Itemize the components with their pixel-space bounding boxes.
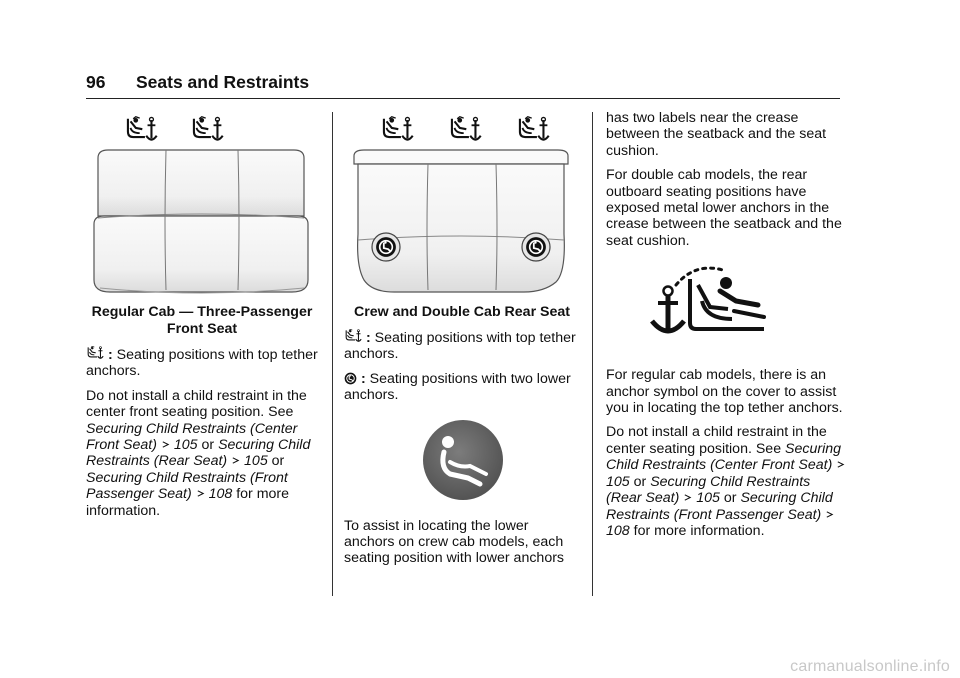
- legend-item: : Seating positions with top tether anchors.: [344, 330, 576, 363]
- tether-anchor-icon: [520, 117, 549, 140]
- legend-text: Seating positions with two lower anchors.: [344, 370, 571, 404]
- page-reference[interactable]: 108: [208, 486, 233, 503]
- page-reference-arrow-icon: [683, 493, 692, 502]
- body-text: or: [201, 437, 215, 454]
- page-reference-arrow-icon: [161, 440, 170, 449]
- column-divider-2: [592, 112, 593, 596]
- cross-reference-link[interactable]: Securing Child Restraints (Front Passenger Seat): [86, 469, 288, 503]
- anchor-symbol-illustration: [606, 257, 846, 357]
- column-2: [344, 112, 580, 575]
- body-text: for more information.: [86, 486, 290, 519]
- tether-anchor-icon: [86, 346, 104, 361]
- lower-anchor-label-illustration: [344, 412, 580, 512]
- body-text: for more information.: [633, 522, 765, 539]
- cross-reference-link[interactable]: Securing Child Restraints (Front Passenger Seat): [606, 490, 833, 523]
- page-reference-arrow-icon: [836, 460, 845, 469]
- cross-reference-link[interactable]: Securing Child Restraints (Center Front Seat): [86, 420, 298, 454]
- tether-anchor-icon: [344, 329, 362, 344]
- page-reference[interactable]: 105: [606, 473, 630, 490]
- page-reference[interactable]: 105: [173, 437, 198, 454]
- legend-text: Seating positions with top tether anchors.: [86, 347, 318, 380]
- page-reference-arrow-icon: [231, 456, 240, 465]
- legend-text: Seating positions with top tether anchors.: [344, 330, 576, 363]
- cross-reference-link[interactable]: Securing Child Restraints (Center Front Seat): [606, 440, 842, 474]
- body-paragraph: For double cab models, the rear outboard seating positions have exposed metal lower anchors in the crease between the seatback and the seat cushion.: [606, 167, 842, 249]
- page-reference[interactable]: 105: [244, 453, 268, 470]
- tether-anchor-icon: [452, 117, 481, 140]
- lower-anchor-icon: [344, 372, 357, 385]
- body-text: or: [633, 473, 647, 490]
- watermark: carmanualsonline.info: [790, 658, 950, 675]
- body-text: Do not install a child restraint in the center seating position. See: [606, 424, 827, 457]
- tether-anchor-icon: [384, 117, 413, 140]
- figure-caption: Regular Cab — Three-Passenger Front Seat: [91, 304, 313, 337]
- page-reference[interactable]: 108: [606, 522, 630, 539]
- section-title: Seats and Restraints: [136, 72, 310, 92]
- figure-caption: Crew and Double Cab Rear Seat: [353, 304, 571, 320]
- body-text: Do not install a child restraint in the center front seating position. See: [86, 387, 307, 421]
- front-seat-illustration: [86, 112, 318, 300]
- cross-reference-link[interactable]: Securing Child Restraints (Rear Seat): [606, 473, 811, 507]
- rear-seat-illustration: [344, 112, 580, 300]
- page-reference-arrow-icon: [196, 489, 205, 498]
- body-paragraph: For regular cab models, there is an anchor symbol on the cover to assist you in locating the top tether anchors.: [606, 367, 843, 417]
- body-text: or: [723, 490, 737, 507]
- lower-anchor-icon: [376, 237, 396, 257]
- column-3: [606, 110, 846, 547]
- column-divider-1: [332, 112, 333, 596]
- legend-item: : Seating positions with top tether anchors.: [86, 347, 318, 380]
- tether-anchor-icon: [128, 117, 157, 140]
- page-reference[interactable]: 105: [696, 490, 720, 507]
- legend-item: : Seating positions with two lower anchors.: [344, 370, 571, 404]
- body-paragraph: has two labels near the crease between the seatback and the seat cushion.: [606, 110, 827, 159]
- page-number: 96: [86, 72, 106, 92]
- body-paragraph: [606, 424, 846, 539]
- body-paragraph: To assist in locating the lower anchors on crew cab models, each seating position with lower anchors: [344, 517, 565, 567]
- body-text: or: [271, 453, 285, 470]
- body-paragraph: [86, 388, 318, 519]
- cross-reference-link[interactable]: Securing Child Restraints (Rear Seat): [86, 437, 311, 470]
- lower-anchor-icon: [526, 237, 546, 257]
- column-1: [86, 112, 318, 527]
- tether-anchor-icon: [194, 117, 223, 140]
- page-reference-arrow-icon: [825, 510, 834, 519]
- page-header: [86, 70, 840, 99]
